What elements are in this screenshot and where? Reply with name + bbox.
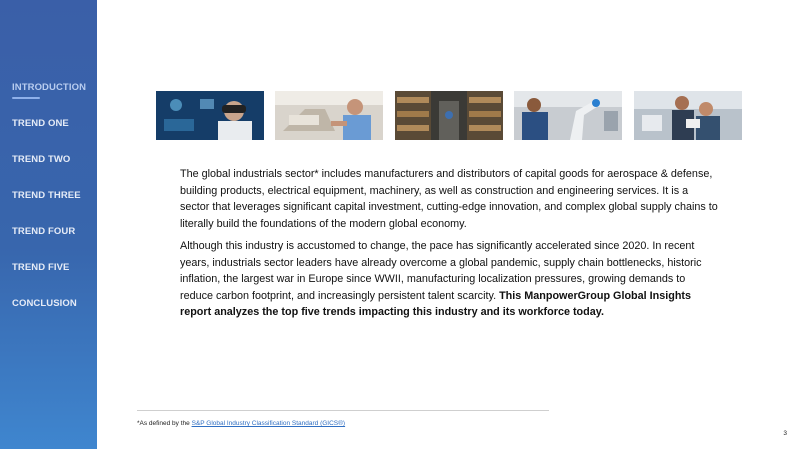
nav-item-trend-two[interactable]: TREND TWO — [12, 154, 71, 165]
photo-vr-headset-worker — [156, 91, 264, 140]
sidebar-nav — [0, 0, 97, 449]
paragraph-2-bold-text: This ManpowerGroup Global Insights report analyzes the top five trends impacting this industry and its workforce today. — [180, 289, 692, 318]
footnote-prefix: *As defined by the — [137, 420, 192, 427]
photo-robotic-arm-worker — [514, 91, 622, 140]
intro-paragraph-2 — [180, 238, 720, 321]
photo-warehouse-aisle — [395, 91, 503, 140]
nav-item-conclusion[interactable]: CONCLUSION — [12, 298, 77, 309]
photo-lab-technician — [275, 91, 383, 140]
active-nav-underline — [12, 97, 40, 99]
paragraph-1-text: The global industrials sector* includes manufacturers and distributors of capital goods for aerospace & defense, building products, electrical equipment, machinery, as well as construction and engineering services. It is a sector that leverages significant capital investment, cutting-edge innovation, and complex global supply chains to literally build the foundations of the modern global economy. — [180, 168, 718, 230]
gics-link[interactable]: S&P Global Industry Classification Standard (GICS®) — [191, 420, 346, 427]
nav-item-trend-five[interactable]: TREND FIVE — [12, 262, 70, 273]
nav-item-trend-three[interactable]: TREND THREE — [12, 190, 81, 201]
paragraph-2-text: Although this industry is accustomed to change, the pace has significantly accelerated since 2020. In recent years, industrials sector leaders have already overcome a global pandemic, supply chain bottlenecks, historic inflation, the largest war in Europe since WWII, manufacturing localization pressures, growing demands to reduce carbon footprint, and increasingly persistent talent scarcity. — [180, 240, 702, 302]
nav-item-trend-four[interactable]: TREND FOUR — [12, 226, 76, 237]
nav-item-trend-one[interactable]: TREND ONE — [12, 118, 69, 129]
footnote — [137, 420, 345, 427]
intro-paragraph-1 — [180, 166, 720, 232]
footnote-divider — [137, 410, 549, 411]
page-number: 3 — [783, 430, 787, 437]
nav-item-introduction[interactable]: INTRODUCTION — [12, 82, 87, 93]
photo-engineers-with-tablet — [634, 91, 742, 140]
